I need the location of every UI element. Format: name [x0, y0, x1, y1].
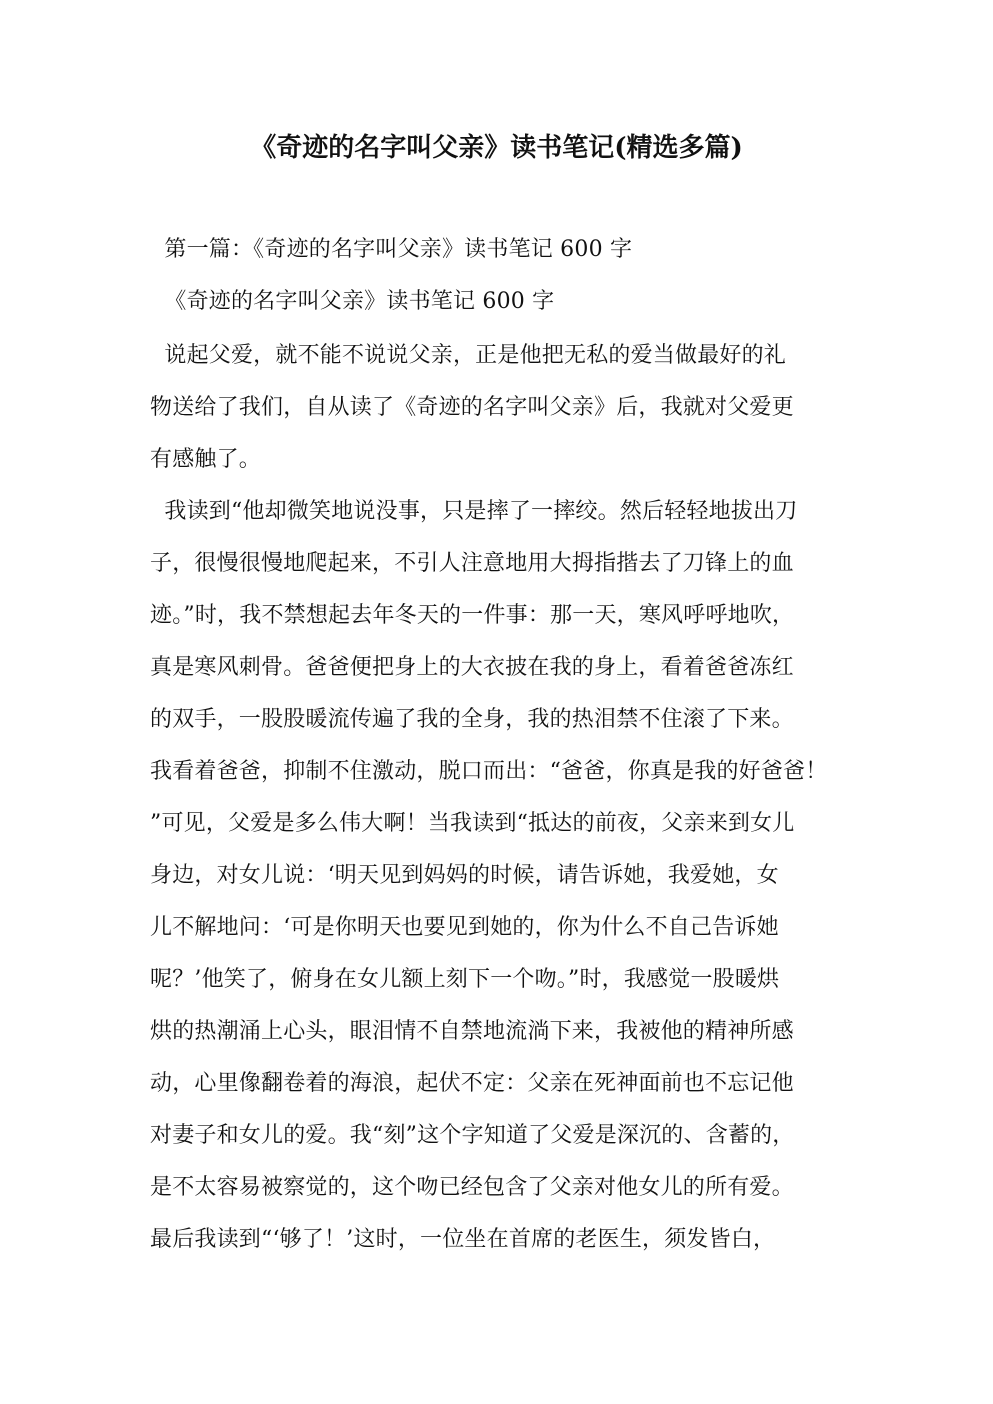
text-line: 身边，对女儿说：‘明天见到妈妈的时候，请告诉她，我爱她，女 — [150, 863, 779, 888]
text-line: 呢？’他笑了，俯身在女儿额上刻下一个吻。”时，我感觉一股暖烘 — [150, 967, 780, 992]
text-line: 儿不解地问：‘可是你明天也要见到她的，你为什么不自己告诉她 — [150, 915, 779, 940]
text-line: 我读到“他却微笑地说没事，只是摔了一摔绞。然后轻轻地拔出刀 — [150, 499, 798, 524]
text-line: 真是寒风刺骨。爸爸便把身上的大衣披在我的身上，看着爸爸冻红 — [150, 655, 794, 680]
text-line: 有感触了。 — [150, 447, 262, 472]
text-line: 第一篇：《奇迹的名字叫父亲》读书笔记 600 字 — [150, 237, 633, 262]
text-line: 说起父爱，就不能不说说父亲，正是他把无私的爱当做最好的礼 — [150, 343, 786, 368]
text-line: 是不太容易被察觉的，这个吻已经包含了父亲对他女儿的所有爱。 — [150, 1175, 794, 1200]
document-title: 《奇迹的名字叫父亲》读书笔记(精选多篇) — [250, 133, 743, 163]
text-line: 对妻子和女儿的爱。我“刻”这个字知道了父爱是深沉的、含蓄的， — [150, 1123, 795, 1148]
text-line: 的双手，一股股暖流传遍了我的全身，我的热泪禁不住滚了下来。 — [150, 707, 794, 732]
text-line: 我看着爸爸，抑制不住激动，脱口而出：“爸爸，你真是我的好爸爸！ — [150, 759, 828, 784]
text-line: 动，心里像翻卷着的海浪，起伏不定：父亲在死神面前也不忘记他 — [150, 1071, 794, 1096]
text-line: 最后我读到“‘够了！’这时，一位坐在首席的老医生，须发皆白， — [150, 1227, 776, 1252]
text-line: 迹。”时，我不禁想起去年冬天的一件事：那一天，寒风呼呼地吹， — [150, 603, 795, 628]
text-line: 子，很慢很慢地爬起来，不引人注意地用大拇指揩去了刀锋上的血 — [150, 551, 794, 576]
text-line: ”可见，父爱是多么伟大啊！当我读到“抵达的前夜，父亲来到女儿 — [150, 811, 795, 836]
text-line: 物送给了我们，自从读了《奇迹的名字叫父亲》后，我就对父爱更 — [150, 395, 794, 420]
text-line: 烘的热潮涌上心头，眼泪情不自禁地流淌下来，我被他的精神所感 — [150, 1019, 794, 1044]
text-line: 《奇迹的名字叫父亲》读书笔记 600 字 — [150, 289, 555, 314]
